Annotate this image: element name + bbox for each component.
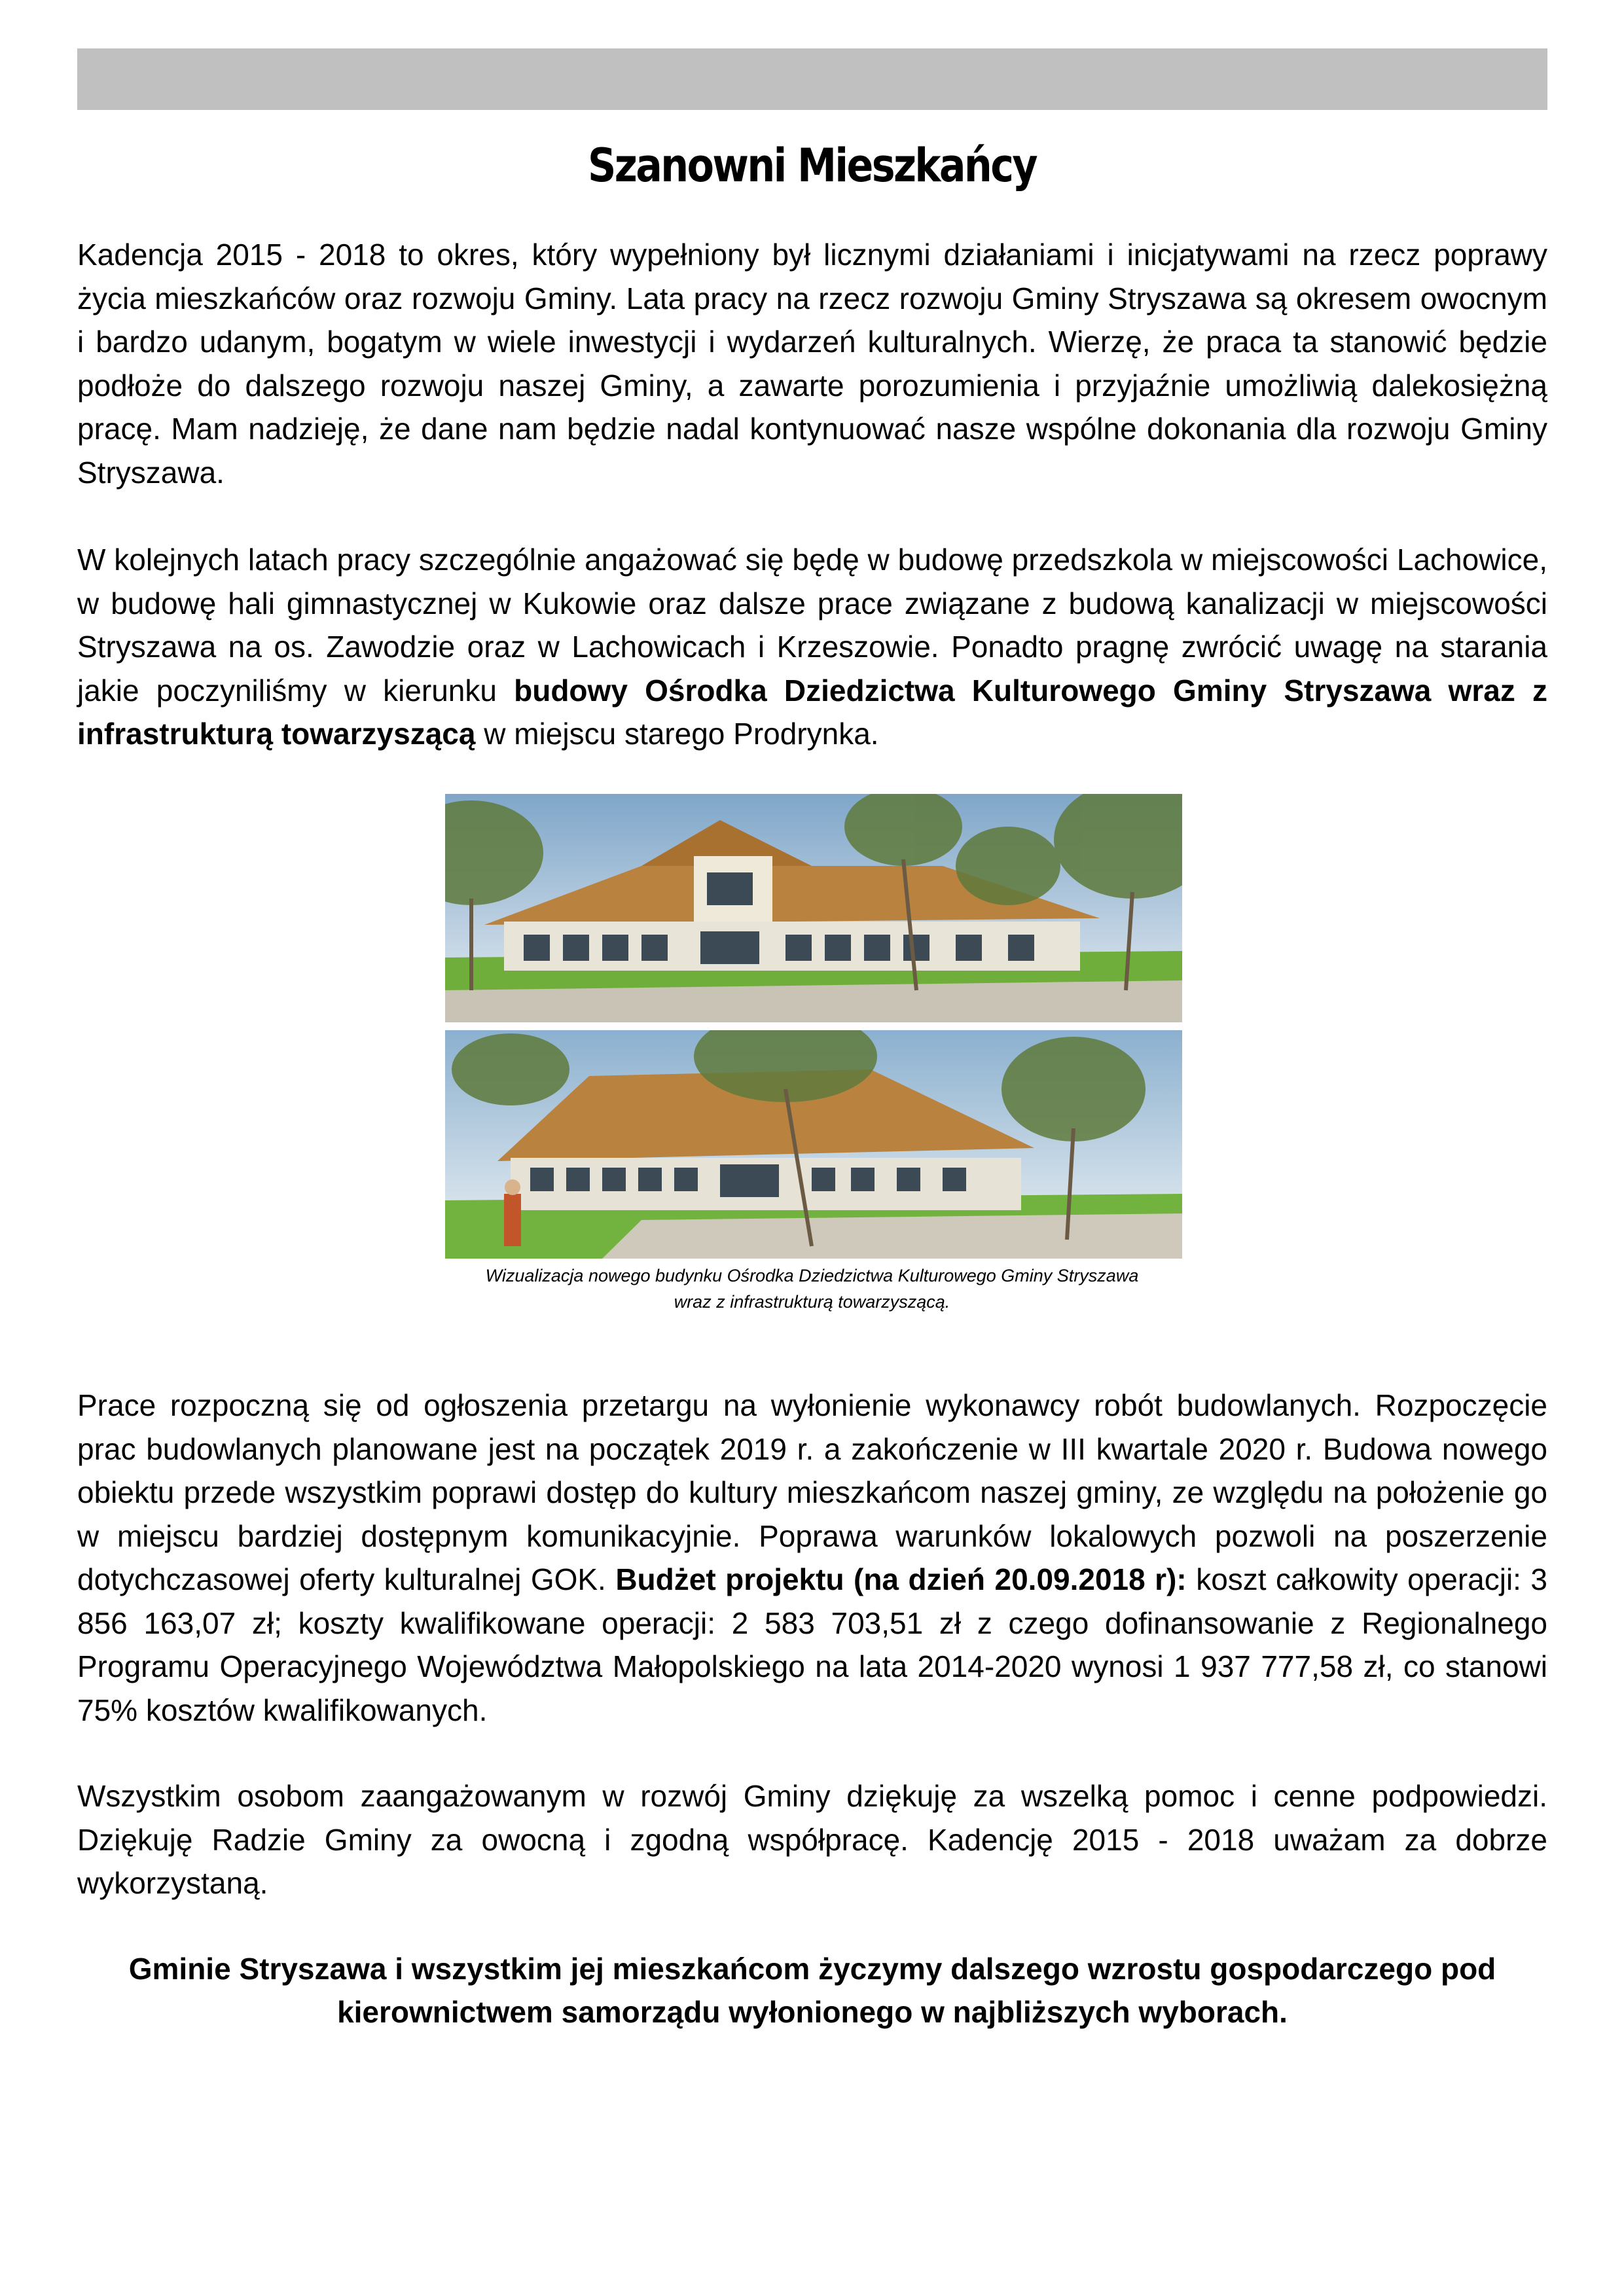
paragraph-intro: Kadencja 2015 - 2018 to okres, który wypełniony był licznymi działaniami i inicjatywami na rzecz poprawy życia mieszkańców oraz rozwoju Gminy. Lata pracy na rzecz rozwoju Gminy Stryszawa są okresem owocnym i bardzo udanym, bogatym w wiele inwestycji i wydarzeń kulturalnych. Wierzę, że praca ta stanowić będzie podłoże do dalszego rozwoju naszej Gminy, a zawarte porozumienia i przyjaźnie umożliwią dalekosiężną pracę. Mam nadzieję, że dane nam będzie nadal kontynuować nasze wspólne dokonania dla rozwoju Gminy Stryszawa. [77, 238, 1547, 490]
paragraph-plans-text: W kolejnych latach pracy szczególnie angażować się będę w budowę przedszkola w miejscowości Lachowice, w budowę hali gimnastycznej w Kukowie oraz dalsze prace związane z budową kanalizacji w miejscowości Stryszawa na os. Zawodzie oraz w Lachowicach i Krzeszowie. Ponadto pragnę zwrócić uwagę na starania jakie poczyniliśmy w kierunku [77, 543, 1547, 708]
paragraph-budget [77, 1384, 1547, 1732]
building-visualization [445, 794, 1182, 1259]
paragraph-plans-highlight: budowy Ośrodka Dziedzictwa Kulturowego Gminy Stryszawa wraz z infrastrukturą towarzyszącą [77, 673, 1547, 751]
paragraph-budget-highlight: Budżet projektu (na dzień 20.09.2018 r): [615, 1562, 1187, 1596]
visualization-render-front [445, 794, 1182, 1022]
visualization-render-side [445, 1030, 1182, 1259]
closing-line-1: Gminie Stryszawa i wszystkim jej mieszkańcom życzymy dalszego wzrostu gospodarczego pod [128, 1952, 1496, 1986]
closing-line-2: kierownictwem samorządu wyłonionego w najbliższych wyborach. [337, 1995, 1288, 2029]
paragraph-plans-end: w miejscu starego Prodrynka. [475, 717, 879, 751]
caption-line-2: wraz z infrastrukturą towarzyszącą. [674, 1292, 950, 1312]
figure-caption [0, 1263, 1624, 1315]
paragraph-budget-end: koszt całkowity operacji: 3 856 163,07 zł; koszty kwalifikowane operacji: 2 583 703,51 zł z czego dofinansowanie z Regionalnego Programu Operacyjnego Województwa Małopolskiego na lata 2014-2020 wynosi 1 937 777,58 zł, co stanowi 75% kosztów kwalifikowanych. [77, 1562, 1547, 1727]
paragraph-plans [77, 538, 1547, 756]
closing-wishes [77, 1947, 1547, 2034]
paragraph-budget-text: Prace rozpoczną się od ogłoszenia przetargu na wyłonienie wykonawcy robót budowlanych. Rozpoczęcie prac budowlanych planowane jest na początek 2019 r. a zakończenie w III kwartale 2020 r. Budowa nowego obiektu przede wszystkim poprawi dostęp do kultury mieszkańcom naszej gminy, ze względu na położenie go w miejscu bardziej dostępnym komunikacyjnie. Poprawa warunków lokalowych pozwoli na poszerzenie dotychczasowej oferty kulturalnej GOK. [77, 1388, 1547, 1596]
page-title: Szanowni Mieszkańcy [588, 139, 1036, 192]
header-bar [77, 48, 1547, 110]
paragraph-thanks: Wszystkim osobom zaangażowanym w rozwój Gminy dziękuję za wszelką pomoc i cenne podpowiedzi. Dziękuję Radzie Gminy za owocną i zgodną współpracę. Kadencję 2015 - 2018 uważam za dobrze wykorzystaną. [77, 1779, 1547, 1900]
caption-line-1: Wizualizacja nowego budynku Ośrodka Dziedzictwa Kulturowego Gminy Stryszawa [485, 1266, 1139, 1285]
